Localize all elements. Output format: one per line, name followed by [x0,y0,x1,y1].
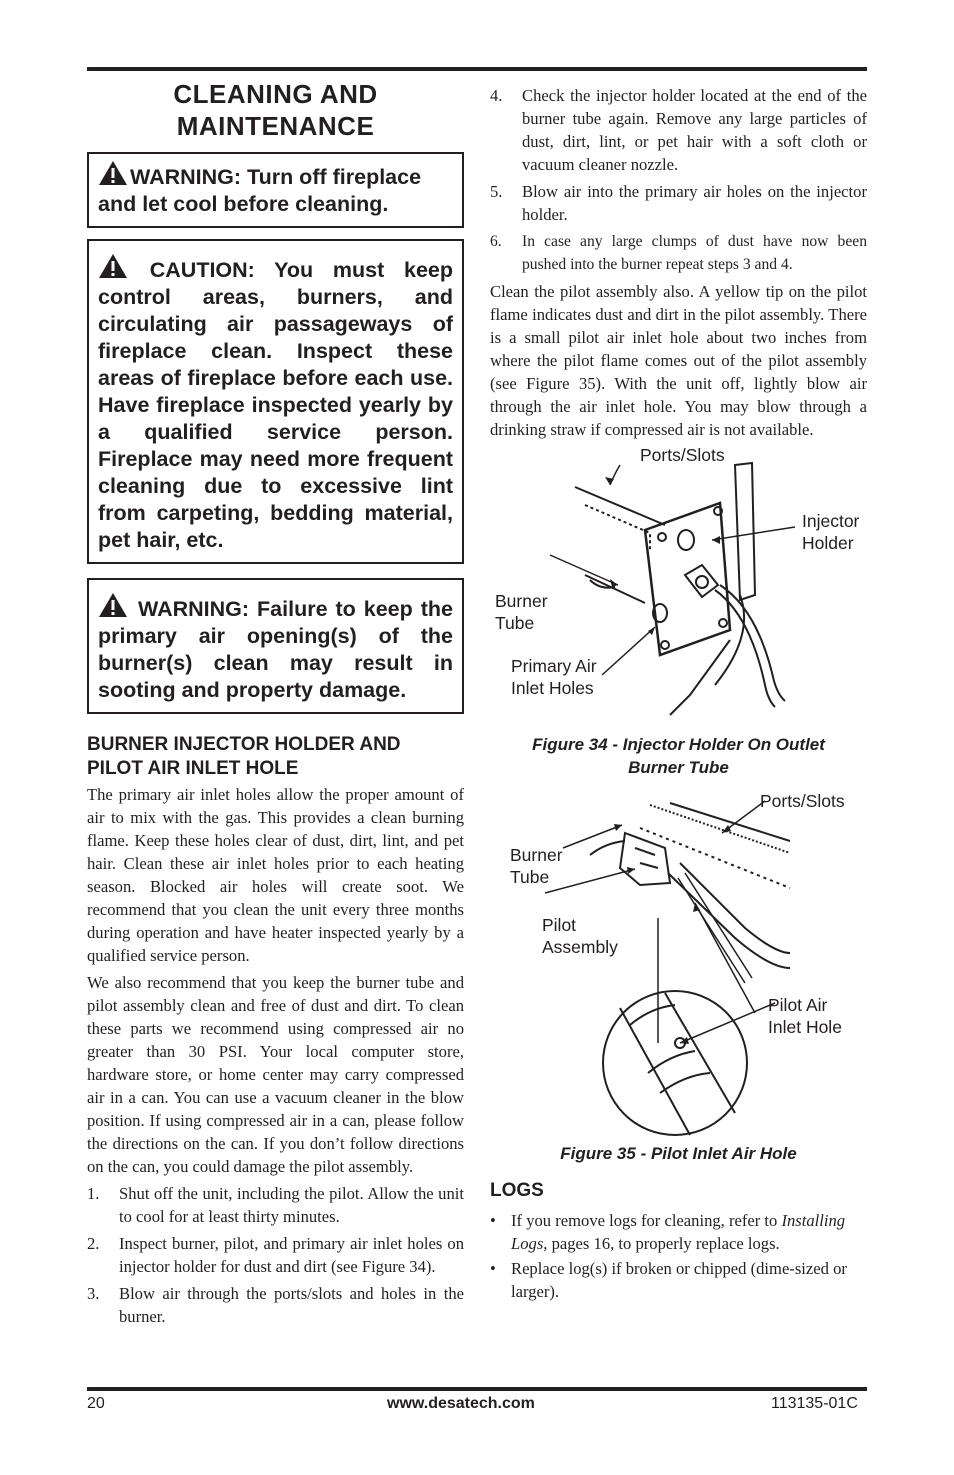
section-burner-injector [87,733,464,1328]
bottom-rule [87,1387,867,1391]
step-number: 4. [490,86,503,105]
step-text: Shut off the unit, including the pilot. Allow the unit to cool for at least thirty minutes. [119,1184,464,1226]
label-pilot-assembly [542,914,618,958]
paragraph: We also recommend that you keep the burner tube and pilot assembly clean and free of dust and dirt. To clean these parts we recommend using compressed air no greater than 30 PSI. Your local computer store, hardware store, or home center may carry compressed air in a can. You can use a vacuum cleaner in the blow position. If using compressed air in a can, please follow the directions on the can. If you don’t follow directions on the can, you could damage the pilot assembly. [87,973,464,1176]
bullet: • [490,1259,496,1278]
label-ports-slots: Ports/Slots [760,791,845,811]
step-number: 5. [490,182,503,201]
title-line1: CLEANING AND [173,79,378,109]
step-text: Blow air through the ports/slots and holes in the burner. [119,1284,464,1326]
step-text: Check the injector holder located at the end of the burner tube again. Remove any large particles of dust, dirt, lint, or pet hair with a soft cloth or vacuum cleaner nozzle. [522,86,867,174]
warning2-text: WARNING: Failure to keep the primary air opening(s) of the burner(s) clean may result in sooting and property damage. [98,597,453,702]
section-logs [490,1179,867,1303]
step-number: 1. [87,1184,100,1203]
step-number: 2. [87,1234,100,1253]
logs-list [490,1209,867,1303]
section-heading [87,733,464,781]
top-rule [87,67,867,71]
bullet-text: Replace log(s) if broken or chipped (dime-sized or larger). [511,1259,847,1301]
step-item [87,1182,464,1228]
step-text: Blow air into the primary air holes on the injector holder. [522,182,867,224]
label-line: Tube [495,613,535,633]
label-line: Pilot Air [768,995,828,1015]
logs-heading: LOGS [490,1180,544,1201]
label-line: Burner [510,845,563,865]
label-burner-tube [510,844,563,888]
step-text: In case any large clumps of dust have now been pushed into the burner repeat steps 3 and 4. [522,233,867,273]
caption-line: Burner Tube [628,758,729,777]
installing-logs-reference: Installing Logs, [511,1211,846,1253]
bullet: • [490,1211,496,1230]
label-line: Assembly [542,937,618,957]
label-pilot-air-inlet-hole [768,994,842,1038]
step-item [490,84,867,176]
document-code: 113135-01C [771,1395,858,1412]
caption-line: Figure 34 - Injector Holder On Outlet [532,735,825,754]
paragraph: Clean the pilot assembly also. A yellow tip on the pilot flame indicates dust and dirt in the pilot assembly. There is a small pilot air inlet hole about two inches from where the pilot flame comes out of the pilot assembly (see Figure 35). With the unit off, lightly blow air through the air inlet hole. You may blow through a drinking straw if compressed air is not available. [490,282,867,439]
step-text: Inspect burner, pilot, and primary air inlet holes on injector holder for dust and dirt (see Figure 34). [119,1234,464,1276]
step-number: 6. [490,233,502,250]
warning-triangle-icon [98,160,128,186]
bullet-text: If you remove logs for cleaning, refer to [511,1211,782,1230]
label-line: Inlet Holes [511,678,594,698]
figure-34 [490,445,867,735]
figure-35-caption: Figure 35 - Pilot Inlet Air Hole [560,1144,797,1163]
warning-triangle-icon [98,253,128,279]
label-ports-slots: Ports/Slots [640,445,725,465]
label-line: Tube [510,867,550,887]
label-burner-tube [495,590,548,634]
step-item [490,230,867,276]
right-column [490,84,867,1305]
caution-box [87,239,464,564]
steps-list-right [490,84,867,276]
steps-list-left [87,1182,464,1328]
step-item [87,1232,464,1278]
label-line: Primary Air [511,656,597,676]
warning-box-primary-air [87,578,464,714]
list-item [490,1209,867,1255]
label-line: Burner [495,591,548,611]
step-item [87,1282,464,1328]
label-injector-holder [802,510,859,554]
footer-url: www.desatech.com [387,1395,535,1412]
list-item [490,1257,867,1303]
title-line2: MAINTENANCE [176,111,375,141]
section-heading-line2: PILOT AIR INLET HOLE [87,758,299,779]
label-line: Pilot [542,915,577,935]
left-column [87,78,464,1332]
label-line: Inlet Hole [768,1017,842,1037]
step-item [490,180,867,226]
page-title [87,78,464,142]
label-line: Holder [802,533,854,553]
label-line: Injector [802,511,860,531]
label-primary-air-inlet-holes [511,655,597,699]
step-number: 3. [87,1284,100,1303]
warning-box-cool [87,152,464,228]
caution-text: CAUTION: You must keep control areas, burners, and circulating air passageways of fireplace clean. Inspect these areas of fireplace before each use. Have fireplace inspected yearly by a qualified service person. Fireplace may need more frequent cleaning due to excessive lint from carpeting, bedding material, pet hair, etc. [98,258,453,552]
figure-35 [490,793,867,1143]
page-number: 20 [87,1395,105,1412]
bullet-text: pages 16, to properly replace logs. [547,1234,780,1253]
figure-34-caption [490,733,867,779]
warning1-text: WARNING: Turn off fireplace and let cool before cleaning. [98,165,422,216]
paragraph: The primary air inlet holes allow the proper amount of air to mix with the gas. This provides a clean burning flame. Keep these holes clear of dust, dirt, lint, and pet hair. Clean these air inlet holes prior to each heating season. Blocked air holes will create soot. We recommend that you clean the unit every three months during operation and have heater inspected yearly by a qualified service person. [87,785,464,965]
warning-triangle-icon [98,592,128,618]
section-heading-line1: BURNER INJECTOR HOLDER AND [87,734,401,755]
